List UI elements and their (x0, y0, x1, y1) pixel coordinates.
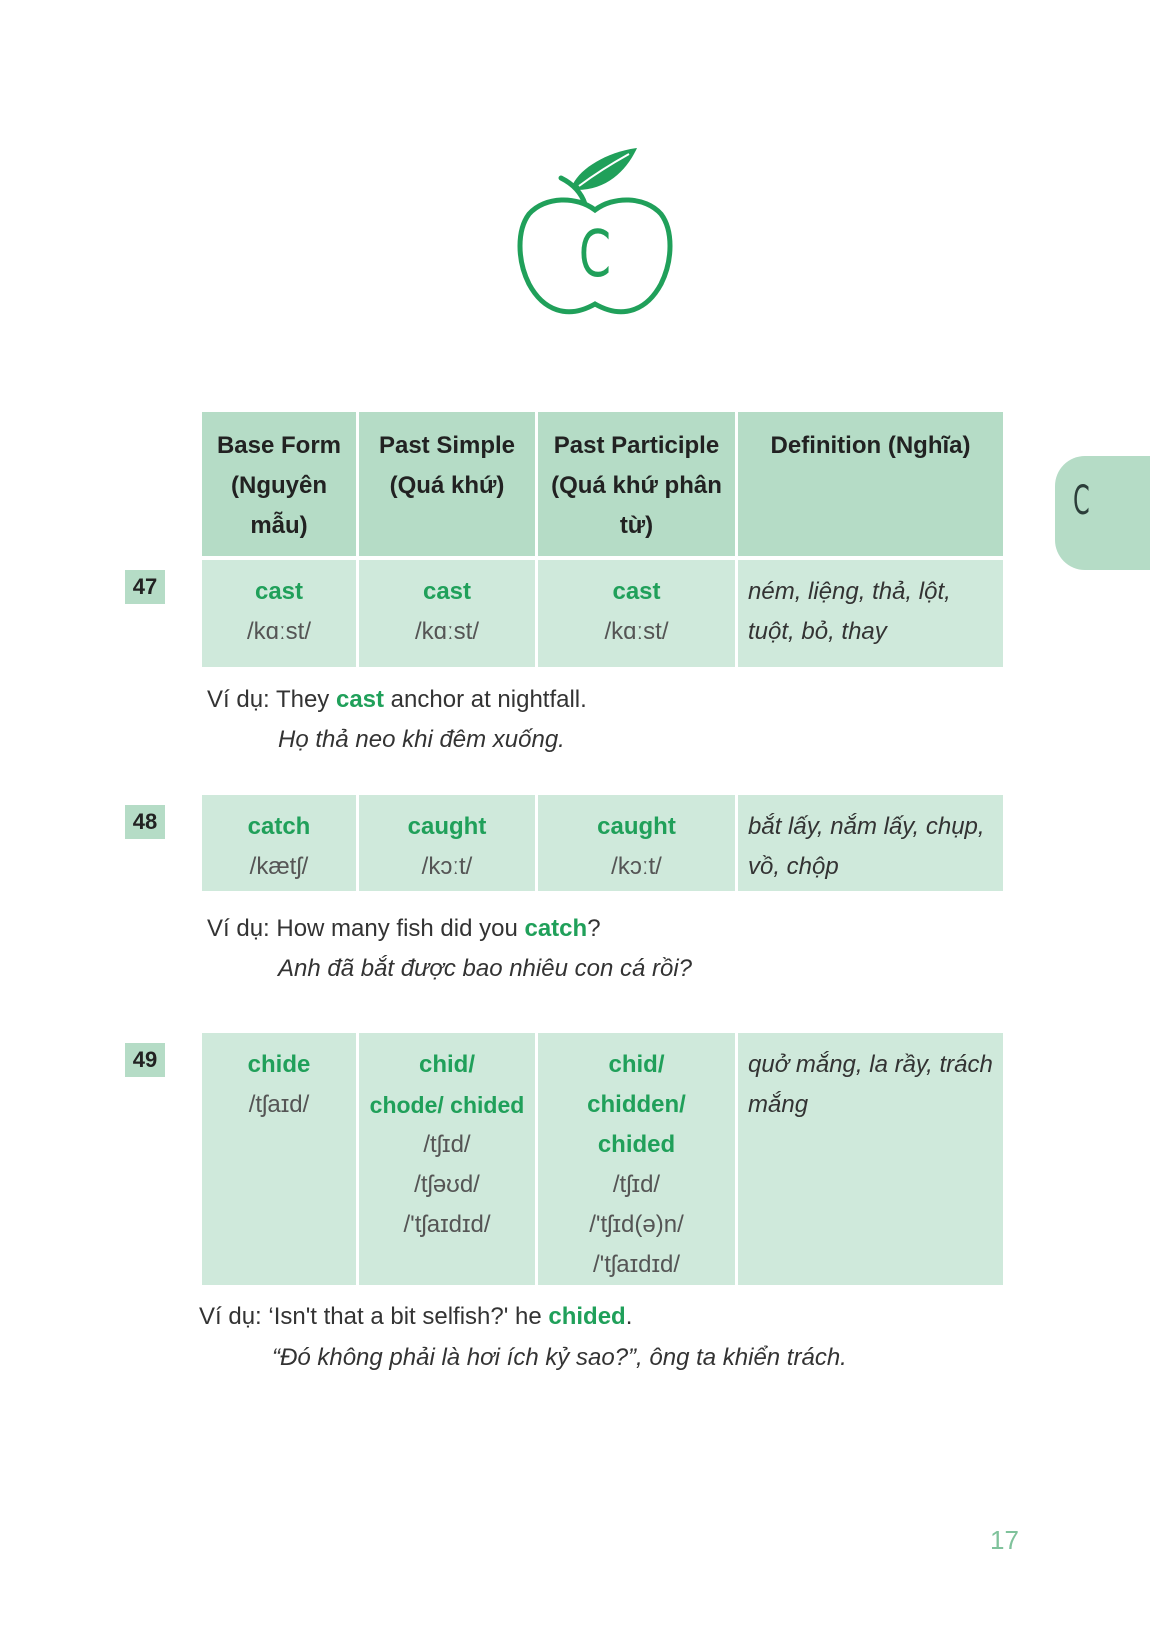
table-header (199, 412, 1006, 556)
past-simple-cell (359, 1033, 535, 1285)
past-simple-ipa: /tʃəʊd/ (414, 1171, 480, 1198)
past-simple-word: chid/ (418, 1051, 475, 1078)
example-translation: Họ thả neo khi đêm xuống. (278, 726, 565, 753)
base-ipa: /tʃaɪd/ (248, 1091, 310, 1118)
past-participle-word: chided (597, 1131, 676, 1158)
past-simple-word: chode/ chided (369, 1092, 525, 1118)
past-simple-cell (359, 560, 535, 667)
past-participle-word: cast (612, 578, 661, 605)
base-ipa: /kætʃ/ (249, 853, 309, 880)
definition-cell: bắt lấy, nắm lấy, chụp, vồ, chộp (738, 795, 1003, 891)
base-form-cell (202, 795, 356, 891)
past-participle-cell (538, 795, 735, 891)
base-word: catch (247, 813, 311, 840)
example-keyword: cast (335, 686, 385, 713)
entry-number: 48 (125, 805, 165, 839)
page-number: 17 (990, 1525, 1019, 1555)
base-form-cell (202, 1033, 356, 1285)
chapter-tab-letter: C (1073, 478, 1090, 524)
chapter-tab (1055, 456, 1150, 570)
header-past-participle: Past Participle (Quá khứ phân từ) (538, 412, 735, 556)
past-simple-ipa: /kɔːt/ (421, 853, 473, 880)
definition-cell: ném, liệng, thả, lột, tuột, bỏ, thay (738, 560, 1003, 667)
example-sentence: Ví dụ: How many fish did you catch? (207, 915, 601, 942)
table-row (199, 795, 1006, 891)
example-translation: “Đó không phải là hơi ích kỷ sao?”, ông ta khiển trách. (272, 1344, 847, 1371)
past-participle-word: caught (597, 813, 676, 840)
example-translation: Anh đã bắt được bao nhiêu con cá rồi? (278, 955, 692, 982)
example-sentence: Ví dụ: ‘Isn't that a bit selfish?' he chided. (199, 1303, 633, 1330)
base-word: cast (254, 578, 304, 605)
base-ipa: /kɑːst/ (246, 618, 312, 645)
past-participle-ipa: /kɑːst/ (604, 618, 669, 645)
table-row (199, 1033, 1006, 1285)
entry-number: 49 (125, 1043, 165, 1077)
past-simple-ipa: /'tʃaɪdɪd/ (403, 1211, 491, 1238)
apple-logo-icon (515, 148, 675, 323)
past-participle-ipa: /kɔːt/ (611, 853, 662, 880)
header-definition: Definition (Nghĩa) (738, 412, 1003, 556)
logo-letter: C (578, 217, 612, 293)
past-simple-ipa: /kɑːst/ (414, 618, 480, 645)
past-simple-ipa: /tʃɪd/ (423, 1131, 471, 1158)
entry-number: 47 (125, 570, 165, 604)
past-participle-word: chid/ (608, 1051, 665, 1078)
past-simple-cell (359, 795, 535, 891)
past-participle-word: chidden/ (587, 1091, 686, 1118)
example-keyword: catch (524, 915, 588, 942)
past-participle-ipa: /tʃɪd/ (612, 1171, 661, 1198)
past-participle-ipa: /'tʃaɪdɪd/ (592, 1251, 681, 1278)
past-participle-cell (538, 1033, 735, 1285)
table-row (199, 560, 1006, 667)
header-base-form: Base Form (Nguyên mẫu) (202, 412, 356, 556)
base-form-cell (202, 560, 356, 667)
example-keyword: chided (548, 1303, 626, 1330)
example-sentence: Ví dụ: They cast anchor at nightfall. (207, 686, 587, 713)
past-simple-word: caught (407, 813, 487, 840)
past-participle-ipa: /'tʃɪd(ə)n/ (589, 1211, 684, 1238)
past-simple-word: cast (422, 578, 472, 605)
base-word: chide (247, 1051, 311, 1078)
past-participle-cell (538, 560, 735, 667)
header-past-simple: Past Simple (Quá khứ) (359, 412, 535, 556)
definition-cell: quở mắng, la rầy, trách mắng (738, 1033, 1003, 1285)
